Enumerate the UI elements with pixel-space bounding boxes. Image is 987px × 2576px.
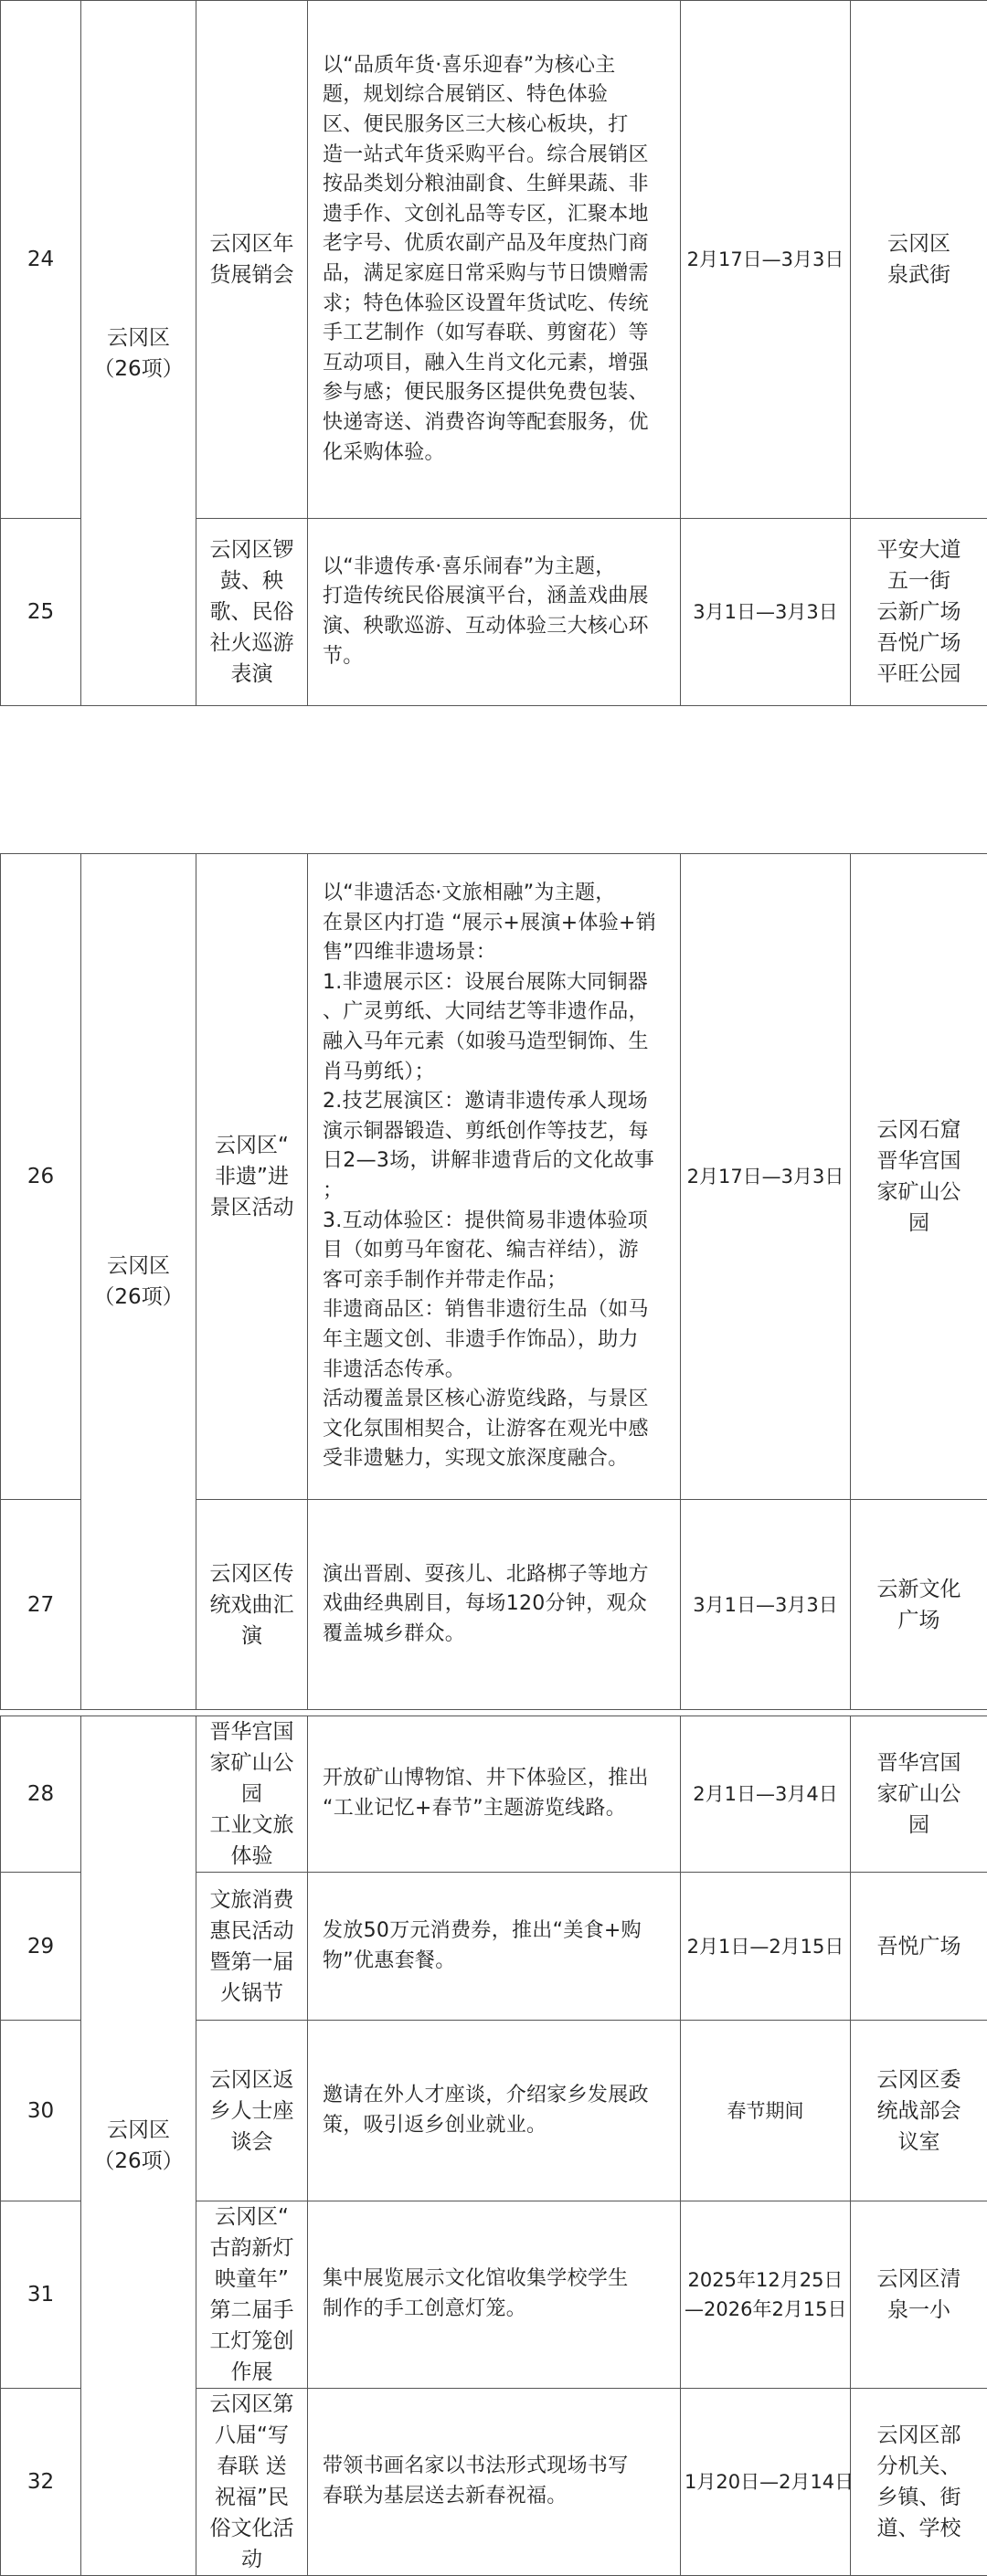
activity-location xyxy=(851,519,987,706)
district-cell: 云冈区 （26项） xyxy=(81,854,196,1710)
text-line: 晋华宫国 xyxy=(856,1145,982,1177)
text-line: 2.技艺展演区：邀请非遗传承人现场 xyxy=(323,1087,671,1117)
text-line: “工业记忆+春节”主题游览线路。 xyxy=(323,1794,671,1824)
text-line: 春联 送 xyxy=(204,2451,300,2482)
text-line: 乡镇、街 xyxy=(856,2482,982,2513)
text-line: 售”四维非遗场景： xyxy=(323,938,671,968)
activity-description xyxy=(308,854,681,1500)
text-line: 广场 xyxy=(856,1605,982,1636)
text-line: 景区活动 xyxy=(204,1192,300,1223)
text-line: 惠民活动 xyxy=(204,1916,300,1947)
text-line: 物”优惠套餐。 xyxy=(323,1947,671,1977)
text-line: 园 xyxy=(856,1810,982,1841)
text-line: 覆盖城乡群众。 xyxy=(323,1620,671,1650)
activity-description xyxy=(308,2389,681,2576)
activity-location xyxy=(851,2021,987,2201)
text-line: 社火巡游 xyxy=(204,628,300,659)
activity-description xyxy=(308,1716,681,1873)
text-line: 春联为基层送去新春祝福。 xyxy=(323,2482,671,2512)
text-line: 古韵新灯 xyxy=(204,2233,300,2264)
text-line: 戏曲经典剧目，每场120分钟，观众 xyxy=(323,1589,671,1620)
activity-location xyxy=(851,2201,987,2389)
text-line: 乡人士座 xyxy=(204,2096,300,2127)
text-line: 云冈区“ xyxy=(204,2201,300,2233)
text-line: 第二届手 xyxy=(204,2295,300,2326)
table-block-3 xyxy=(0,1716,987,2576)
text-line: 演示铜器锻造、剪纸创作等技艺，每 xyxy=(323,1117,671,1147)
text-line: 发放50万元消费券，推出“美食+购 xyxy=(323,1916,671,1947)
text-line: 1月20日—2月14日 xyxy=(685,2467,846,2497)
text-line: 年主题文创、非遗手作饰品），助力 xyxy=(323,1325,671,1356)
text-line: 云冈区“ xyxy=(204,1130,300,1161)
text-line: 2月1日—3月4日 xyxy=(685,1779,846,1809)
text-line: 2025年12月25日 xyxy=(685,2265,846,2295)
text-line: 吾悦广场 xyxy=(856,1931,982,1962)
activity-description xyxy=(308,1,681,519)
text-line: 俗文化活 xyxy=(204,2513,300,2544)
text-line: ； xyxy=(323,1177,671,1207)
row-number: 32 xyxy=(1,2389,81,2576)
text-line: 化采购体验。 xyxy=(323,438,671,469)
row-number: 26 xyxy=(1,854,81,1500)
text-line: 云冈区清 xyxy=(856,2264,982,2295)
text-line: 平安大道 xyxy=(856,534,982,565)
text-line: 吾悦广场 xyxy=(856,628,982,659)
text-line: 日2—3场，讲解非遗背后的文化故事 xyxy=(323,1146,671,1177)
row-number: 31 xyxy=(1,2201,81,2389)
activity-location xyxy=(851,1716,987,1873)
table-block-2 xyxy=(0,853,987,1710)
text-line: 2月17日—3月3日 xyxy=(685,245,846,274)
text-line: 云新文化 xyxy=(856,1574,982,1605)
text-line: 题，规划综合展销区、特色体验 xyxy=(323,80,671,111)
table-row-26 xyxy=(1,854,987,1500)
text-line: 统战部会 xyxy=(856,2096,982,2127)
activity-time xyxy=(681,2021,851,2201)
text-line: 集中展览展示文化馆收集学校学生 xyxy=(323,2265,671,2295)
text-line: 云冈石窟 xyxy=(856,1114,982,1145)
text-line: 云冈区委 xyxy=(856,2064,982,2096)
text-line: 火锅节 xyxy=(204,1978,300,2009)
text-line: 非遗商品区：销售非遗衍生品（如马 xyxy=(323,1295,671,1325)
table-row-24 xyxy=(1,1,987,519)
text-line: 老字号、优质农副产品及年度热门商 xyxy=(323,229,671,259)
text-line: 以“非遗活态·文旅相融”为主题， xyxy=(323,879,671,909)
activity-name xyxy=(196,2389,308,2576)
activity-description xyxy=(308,2201,681,2389)
text-line: 、广灵剪纸、大同结艺等非遗作品， xyxy=(323,998,671,1028)
text-line: 制作的手工创意灯笼。 xyxy=(323,2295,671,2325)
text-line: 平旺公园 xyxy=(856,659,982,690)
activity-location xyxy=(851,1500,987,1710)
table-row-28 xyxy=(1,1716,987,1873)
text-line: 工业文旅 xyxy=(204,1810,300,1841)
activity-name xyxy=(196,519,308,706)
text-line: 区、便民服务区三大核心板块，打 xyxy=(323,111,671,141)
row-number: 28 xyxy=(1,1716,81,1873)
text-line: 节。 xyxy=(323,642,671,672)
text-line: 春节期间 xyxy=(685,2096,846,2126)
text-line: —2026年2月15日 xyxy=(685,2295,846,2324)
text-line: 带领书画名家以书法形式现场书写 xyxy=(323,2452,671,2482)
text-line: 作展 xyxy=(204,2357,300,2388)
text-line: 园 xyxy=(856,1208,982,1239)
activity-name xyxy=(196,1873,308,2021)
text-line: 造一站式年货采购平台。综合展销区 xyxy=(323,141,671,171)
row-number: 29 xyxy=(1,1873,81,2021)
text-line: 策，吸引返乡创业就业。 xyxy=(323,2111,671,2141)
text-line: 祝福”民 xyxy=(204,2482,300,2513)
text-line: 在景区内打造 “展示+展演+体验+销 xyxy=(323,909,671,939)
activity-table xyxy=(0,853,987,1710)
activity-name xyxy=(196,2021,308,2201)
text-line: 云冈区锣 xyxy=(204,534,300,565)
text-line: 道、学校 xyxy=(856,2513,982,2544)
text-line: 歌、民俗 xyxy=(204,596,300,628)
text-line: 2月17日—3月3日 xyxy=(685,1162,846,1191)
text-line: 晋华宫国 xyxy=(856,1747,982,1779)
activity-description xyxy=(308,519,681,706)
text-line: 3月1日—3月3日 xyxy=(685,597,846,627)
text-line: 受非遗魅力，实现文旅深度融合。 xyxy=(323,1444,671,1474)
activity-name xyxy=(196,1,308,519)
text-line: 体验 xyxy=(204,1841,300,1872)
text-line: 目（如剪马年窗花、编吉祥结），游 xyxy=(323,1236,671,1266)
activity-name xyxy=(196,1500,308,1710)
activity-time xyxy=(681,1500,851,1710)
activity-table xyxy=(0,0,987,706)
text-line: 表演 xyxy=(204,659,300,690)
table-block-1 xyxy=(0,0,987,706)
text-line: 分机关、 xyxy=(856,2451,982,2482)
text-line: 园 xyxy=(204,1779,300,1810)
row-number: 30 xyxy=(1,2021,81,2201)
text-line: 快递寄送、消费咨询等配套服务，优 xyxy=(323,408,671,438)
activity-name xyxy=(196,2201,308,2389)
text-line: 工灯笼创 xyxy=(204,2326,300,2357)
text-line: 以“品质年货·喜乐迎春”为核心主 xyxy=(323,51,671,81)
text-line: 家矿山公 xyxy=(204,1747,300,1779)
text-line: 按品类划分粮油副食、生鲜果蔬、非 xyxy=(323,170,671,200)
text-line: 货展销会 xyxy=(204,259,300,290)
text-line: 演出晋剧、耍孩儿、北路梆子等地方 xyxy=(323,1560,671,1590)
text-line: 肖马剪纸）； xyxy=(323,1058,671,1088)
text-line: 互动项目，融入生肖文化元素，增强 xyxy=(323,349,671,379)
text-line: 云冈区部 xyxy=(856,2420,982,2451)
text-line: 议室 xyxy=(856,2127,982,2158)
text-line: 文旅消费 xyxy=(204,1884,300,1916)
activity-time xyxy=(681,1873,851,2021)
activity-time xyxy=(681,2389,851,2576)
text-line: 邀请在外人才座谈，介绍家乡发展政 xyxy=(323,2081,671,2111)
activity-table xyxy=(0,1716,987,2576)
text-line: 文化氛围相契合，让游客在观光中感 xyxy=(323,1415,671,1445)
row-number: 27 xyxy=(1,1500,81,1710)
text-line: 五一街 xyxy=(856,565,982,596)
text-line: 演 xyxy=(204,1621,300,1652)
text-line: 映童年” xyxy=(204,2264,300,2295)
text-line: 1.非遗展示区：设展台展陈大同铜器 xyxy=(323,968,671,998)
text-line: 云冈区年 xyxy=(204,228,300,259)
text-line: 谈会 xyxy=(204,2127,300,2158)
text-line: 手工艺制作（如写春联、剪窗花）等 xyxy=(323,319,671,349)
activity-time xyxy=(681,2201,851,2389)
text-line: 遗手作、文创礼品等专区，汇聚本地 xyxy=(323,200,671,230)
row-number: 25 xyxy=(1,519,81,706)
text-line: 参与感；便民服务区提供免费包装、 xyxy=(323,378,671,408)
activity-description xyxy=(308,1873,681,2021)
text-line: 非遗活态传承。 xyxy=(323,1356,671,1386)
activity-description xyxy=(308,2021,681,2201)
text-line: 云冈区传 xyxy=(204,1558,300,1589)
text-line: 晋华宫国 xyxy=(204,1716,300,1747)
activity-location xyxy=(851,1,987,519)
text-line: 活动覆盖景区核心游览线路，与景区 xyxy=(323,1385,671,1415)
row-number: 24 xyxy=(1,1,81,519)
text-line: 动 xyxy=(204,2544,300,2575)
text-line: 云冈区第 xyxy=(204,2389,300,2420)
text-line: 演、秧歌巡游、互动体验三大核心环 xyxy=(323,612,671,642)
text-line: 家矿山公 xyxy=(856,1177,982,1208)
text-line: 非遗”进 xyxy=(204,1161,300,1192)
activity-location xyxy=(851,854,987,1500)
activity-location xyxy=(851,2389,987,2576)
activity-description xyxy=(308,1500,681,1710)
text-line: 融入马年元素（如骏马造型铜饰、生 xyxy=(323,1028,671,1058)
text-line: 3月1日—3月3日 xyxy=(685,1590,846,1620)
text-line: 求；特色体验区设置年货试吃、传统 xyxy=(323,290,671,320)
activity-location xyxy=(851,1873,987,2021)
text-line: 鼓、秧 xyxy=(204,565,300,596)
activity-name xyxy=(196,1716,308,1873)
text-line: 开放矿山博物馆、井下体验区，推出 xyxy=(323,1764,671,1794)
text-line: 客可亲手制作并带走作品； xyxy=(323,1266,671,1296)
text-line: 品，满足家庭日常采购与节日馈赠需 xyxy=(323,259,671,290)
district-cell: 云冈区 （26项） xyxy=(81,1716,196,2576)
activity-time xyxy=(681,854,851,1500)
text-line: 八届“写 xyxy=(204,2420,300,2451)
text-line: 泉武街 xyxy=(856,259,982,290)
text-line: 3.互动体验区：提供简易非遗体验项 xyxy=(323,1207,671,1237)
text-line: 泉一小 xyxy=(856,2295,982,2326)
activity-time xyxy=(681,1716,851,1873)
activity-name xyxy=(196,854,308,1500)
text-line: 云冈区 xyxy=(856,228,982,259)
text-line: 暨第一届 xyxy=(204,1947,300,1978)
text-line: 家矿山公 xyxy=(856,1779,982,1810)
text-line: 统戏曲汇 xyxy=(204,1589,300,1621)
text-line: 2月1日—2月15日 xyxy=(685,1932,846,1961)
text-line: 以“非遗传承·喜乐闹春”为主题， xyxy=(323,553,671,583)
activity-time xyxy=(681,519,851,706)
activity-time xyxy=(681,1,851,519)
district-cell: 云冈区 （26项） xyxy=(81,1,196,706)
text-line: 云冈区返 xyxy=(204,2064,300,2096)
text-line: 打造传统民俗展演平台，涵盖戏曲展 xyxy=(323,582,671,612)
text-line: 云新广场 xyxy=(856,596,982,628)
